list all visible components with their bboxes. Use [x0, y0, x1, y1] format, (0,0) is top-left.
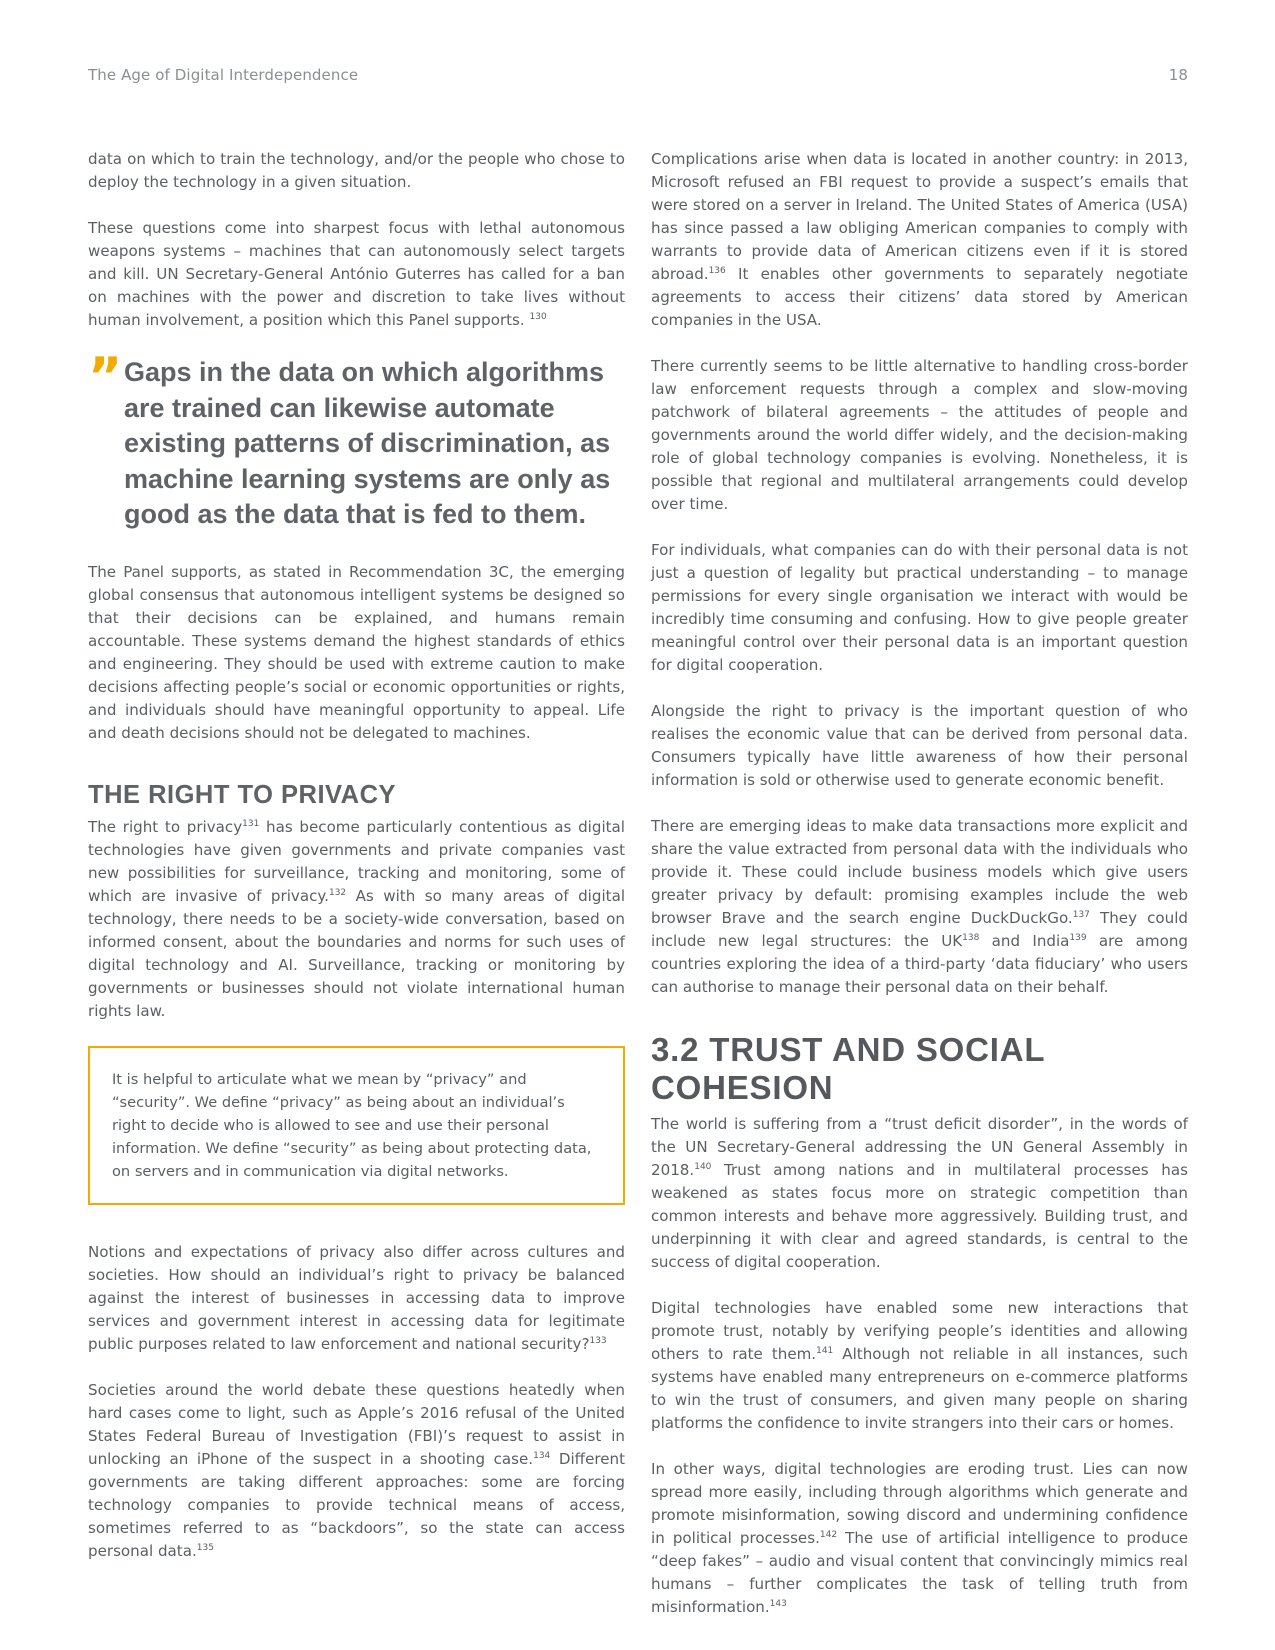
footnote-ref[interactable]: 132: [328, 887, 347, 898]
footnote-ref[interactable]: 139: [1069, 933, 1087, 943]
paragraph: Notions and expectations of privacy also differ across cultures and societies. How should an individual’s right to privacy be balanced against the interest of businesses in accessing data to improve services and government interest in accessing data for legitimate public purposes related to law enforcement and national security?$^{133}$: [88, 1242, 625, 1353]
running-head: [88, 66, 1188, 84]
paragraph: Complications arise when data is located in another country: in 2013, Microsoft refused an FBI request to provide a suspect’s emails that were stored on a server in Ireland. The United States of America (USA) has since passed a law obliging American companies to comply with warrants to provide data of American citizens even if it is stored abroad.$^{136}$ It enables other governments to separately negotiate agreements to access their citizens’ data stored by American companies in the USA.: [651, 150, 1188, 329]
paragraph: These questions come into sharpest focus with lethal autonomous weapons systems – machines that can autonomously select targets and kill. UN Secretary-General António Guterres has called for a ban on machines with the power and discretion to take lives without human involvement, a position which this Panel supports. $^{130}$: [88, 219, 625, 329]
pull-quote-text: Gaps in the data on which algorithms are trained can likewise automate existing patterns of discrimination, as machine learning systems are only as good as the data that is fed to them.: [124, 357, 611, 529]
paragraph: The right to privacy$^{131}$ has become particularly contentious as digital technologies have given governments and private companies vast new possibilities for surveillance, tracking and monitoring, some of which are invasive of privacy.$^{132}$ As with so many areas of digital technology, there needs to be a society-wide conversation, based on informed consent, about the boundaries and norms for such uses of digital technology and AI. Surveillance, tracking or monitoring by governments or businesses should not violate international human rights law.: [88, 817, 626, 1020]
footnote-ref[interactable]: 130: [529, 312, 547, 322]
paragraph: There currently seems to be little alternative to handling cross-border law enforcement requests through a complex and slow-moving patchwork of bilateral agreements – the attitudes of people and governments around the world differ widely, and the decision-making role of global technology companies is evolving. Nonetheless, it is possible that regional and multilateral arrangements could develop over time.: [651, 357, 1188, 513]
paragraph: data on which to train the technology, and/or the people who chose to deploy the technology in a given situation.: [88, 150, 625, 191]
paragraph: The Panel supports, as stated in Recommendation 3C, the emerging global consensus that autonomous intelligent systems be designed so that their decisions can be explained, and humans remain accountable. These systems demand the highest standards of ethics and engineering. They should be used with extreme caution to make decisions affecting people’s social or economic opportunities or rights, and individuals should have meaningful opportunity to appeal. Life and death decisions should not be delegated to machines.: [88, 562, 625, 742]
paragraph: There are emerging ideas to make data transactions more explicit and share the value extracted from personal data with the individuals who provide it. These could include business models which give users greater privacy by default: promising examples include the web browser Brave and the search engine DuckDuckGo.$^{137}$ They could include new legal structures: the UK$^{138}$ and India$^{139}$ are among countries exploring the idea of a third-party ‘data fiduciary’ who users can authorise to manage their personal data on their behalf.: [651, 817, 1188, 996]
pull-quote: [88, 347, 625, 533]
paragraph: For individuals, what companies can do with their personal data is not just a question of legality but practical understanding – to manage permissions for every single organisation we interact with would be incredibly time consuming and confusing. How to give people greater meaningful control over their personal data is an important question for digital cooperation.: [651, 541, 1188, 674]
document-title: The Age of Digital Interdependence: [88, 66, 359, 84]
paragraph: In other ways, digital technologies are eroding trust. Lies can now spread more easily, including through algorithms which generate and promote misinformation, sowing discord and undermining confidence in political processes.$^{142}$ The use of artificial intelligence to produce “deep fakes” – audio and visual content that convincingly mimics real humans – further complicates the task of telling truth from misinformation.$^{143}$: [651, 1460, 1188, 1616]
footnote-ref[interactable]: 136: [708, 266, 726, 276]
callout-text: It is helpful to articulate what we mean by “privacy” and “security”. We define “privacy” as being about an individual’s right to decide who is allowed to see and use their personal information. We define “security” as being about protecting data, on servers and in communication via digital networks.: [112, 1070, 592, 1180]
chapter-heading: 3.2 TRUST AND SOCIAL COHESION: [651, 1031, 1045, 1106]
footnote-ref[interactable]: 142: [819, 1530, 838, 1540]
quote-mark-icon: ”: [88, 347, 123, 407]
page-number: 18: [1168, 66, 1188, 84]
footnote-ref[interactable]: 143: [769, 1599, 787, 1609]
footnote-ref[interactable]: 141: [816, 1346, 834, 1356]
right-column: [651, 148, 1188, 1642]
definition-callout-box: [88, 1046, 625, 1205]
left-column: [88, 148, 625, 1586]
paragraph: The world is suffering from a “trust deficit disorder”, in the words of the UN Secretary-General addressing the UN General Assembly in 2018.$^{140}$ Trust among nations and in multilateral processes has weakened as states focus more on strategic competition than common interests and behave more aggressively. Building trust, and underpinning it with clear and agreed standards, is central to the success of digital cooperation.: [651, 1115, 1188, 1271]
footnote-ref[interactable]: 137: [1072, 910, 1090, 920]
footnote-ref[interactable]: 138: [962, 933, 980, 943]
paragraph: Societies around the world debate these questions heatedly when hard cases come to light, such as Apple’s 2016 refusal of the United States Federal Bureau of Investigation (FBI)’s request to assist in unlocking an iPhone of the suspect in a shooting case.$^{134}$ Different governments are taking different approaches: some are forcing technology companies to provide technical means of access, sometimes referred to as “backdoors”, so the state can access personal data.$^{135}$: [88, 1380, 626, 1560]
paragraph: Digital technologies have enabled some new interactions that promote trust, notably by verifying people’s identities and allowing others to rate them.$^{141}$ Although not reliable in all instances, such systems have enabled many entrepreneurs on e-commerce platforms to win the trust of consumers, and given many people on sharing platforms the confidence to invite strangers into their cars or homes.: [651, 1299, 1188, 1432]
footnote-ref[interactable]: 131: [242, 818, 260, 829]
section-heading: THE RIGHT TO PRIVACY: [88, 780, 396, 809]
footnote-ref[interactable]: 134: [533, 1450, 551, 1461]
footnote-ref[interactable]: 140: [694, 1162, 712, 1172]
footnote-ref[interactable]: 133: [589, 1335, 607, 1346]
paragraph: Alongside the right to privacy is the important question of who realises the economic value that can be derived from personal data. Consumers typically have little awareness of how their personal information is sold or otherwise used to generate economic benefit.: [651, 702, 1188, 789]
footnote-ref[interactable]: 135: [196, 1542, 214, 1553]
